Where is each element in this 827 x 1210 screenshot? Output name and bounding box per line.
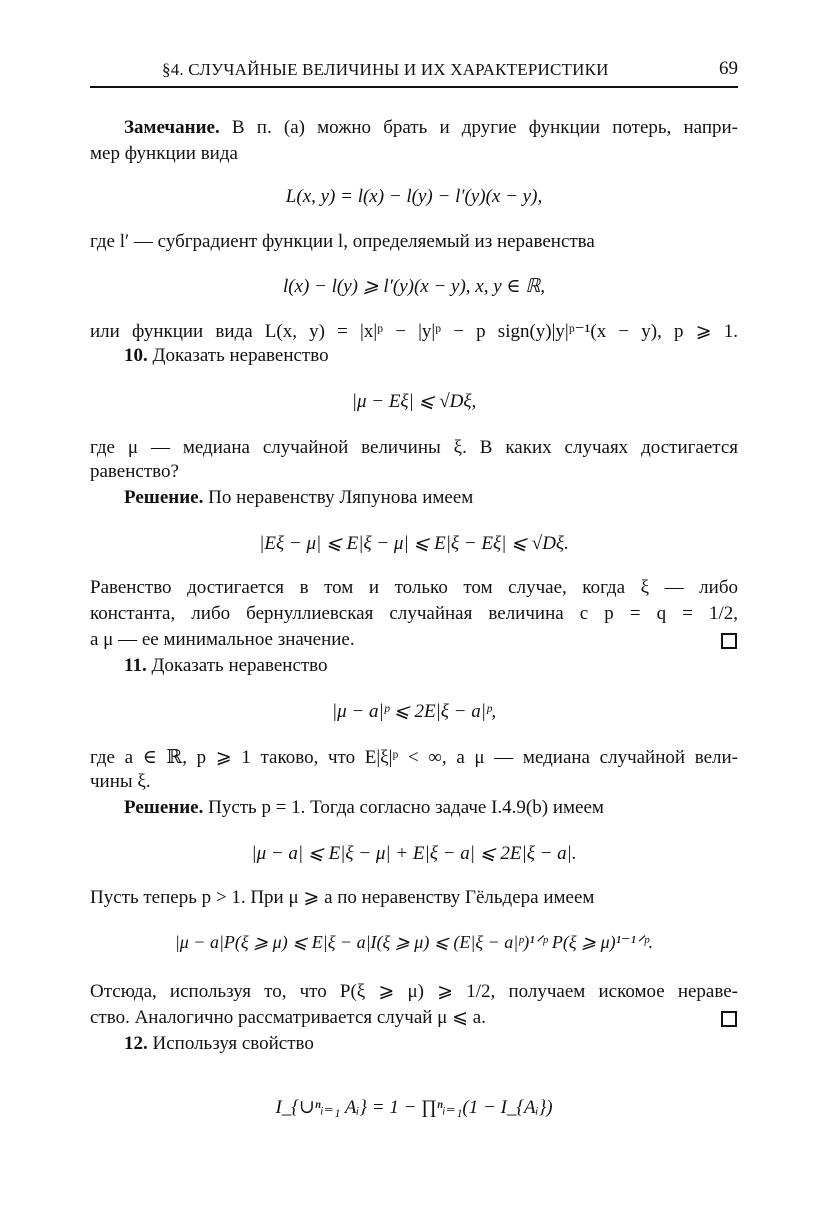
problem-11-text-2: чины ξ. xyxy=(90,771,151,792)
problem-11-statement xyxy=(124,654,738,678)
problem-10-formula-2: |Eξ − μ| ⩽ E|ξ − μ| ⩽ E|ξ − Eξ| ⩽ √Dξ. xyxy=(259,533,569,554)
problem-10-statement xyxy=(124,344,738,368)
problem-10-text: Доказать неравенство xyxy=(152,345,329,366)
remark-text-2: мер функции вида xyxy=(90,143,238,164)
problem-11-text-3: Пусть теперь p > 1. При μ ⩾ a по неравенству Гёльдера имеем xyxy=(90,887,595,908)
remark-text-3: где l′ — субградиент функции l, определяемый из неравенства xyxy=(90,231,595,252)
page-number: 69 xyxy=(719,58,738,79)
solution-text: По неравенству Ляпунова имеем xyxy=(208,487,474,508)
page-header xyxy=(90,58,738,88)
remark-formula-1: L(x, y) = l(x) − l(y) − l′(y)(x − y), xyxy=(285,186,543,207)
problem-11-number: 11. xyxy=(124,655,147,676)
problem-11-text-1: где a ∈ ℝ, p ⩾ 1 таково, что E|ξ|ᵖ < ∞, а μ — медиана случайной вели- xyxy=(90,747,738,768)
qed-box-icon xyxy=(721,1011,737,1027)
running-head: §4. СЛУЧАЙНЫЕ ВЕЛИЧИНЫ И ИХ ХАРАКТЕРИСТИКИ xyxy=(162,60,609,79)
solution-label-2: Решение. xyxy=(124,797,204,818)
problem-12-text: Используя свойство xyxy=(152,1033,314,1054)
problem-10-solution xyxy=(124,486,738,510)
problem-10-text-3: Равенство достигается в том и только том случае, когда ξ — либо xyxy=(90,577,738,598)
problem-12-statement xyxy=(124,1032,738,1056)
remark-formula-2: l(x) − l(y) ⩾ l′(y)(x − y), x, y ∈ ℝ, xyxy=(282,276,546,297)
problem-10-text-4: константа, либо бернуллиевская случайная величина с p = q = 1/2, xyxy=(90,603,738,624)
problem-12-formula: I_{∪ⁿᵢ₌₁ Aᵢ} = 1 − ∏ⁿᵢ₌₁(1 − I_{Aᵢ}) xyxy=(275,1097,553,1118)
problem-11-formula-3: |μ − a|P(ξ ⩾ μ) ⩽ E|ξ − a|I(ξ ⩾ μ) ⩽ (E|ξ − a|ᵖ)¹ᐟᵖ P(ξ ⩾ μ)¹⁻¹ᐟᵖ. xyxy=(174,932,654,952)
problem-11-solution xyxy=(124,796,738,820)
problem-12-number: 12. xyxy=(124,1033,148,1054)
solution-label: Решение. xyxy=(124,487,204,508)
problem-11-formula: |μ − a|ᵖ ⩽ 2E|ξ − a|ᵖ, xyxy=(331,701,497,722)
problem-10-formula: |μ − Eξ| ⩽ √Dξ, xyxy=(351,391,477,412)
problem-11-text-4: Отсюда, используя то, что P(ξ ⩾ μ) ⩾ 1/2, получаем искомое нераве- xyxy=(90,981,738,1002)
problem-11-text: Доказать неравенство xyxy=(151,655,328,676)
remark-line-1 xyxy=(124,116,738,140)
qed-box-icon xyxy=(721,633,737,649)
remark-text-4: или функции вида L(x, y) = |x|ᵖ − |y|ᵖ − p sign(y)|y|ᵖ⁻¹(x − y), p ⩾ 1. xyxy=(90,321,738,342)
problem-10-number: 10. xyxy=(124,345,148,366)
remark-text-1: В п. (a) можно брать и другие функции потерь, напри- xyxy=(231,117,738,138)
problem-11-text-5: ство. Аналогично рассматривается случай μ ⩽ a. xyxy=(90,1007,486,1028)
problem-10-text-5: а μ — ее минимальное значение. xyxy=(90,629,355,650)
problem-10-text-2: равенство? xyxy=(90,461,179,482)
remark-label: Замечание. xyxy=(124,117,220,138)
problem-10-text-1: где μ — медиана случайной величины ξ. В каких случаях достигается xyxy=(90,437,738,458)
problem-11-formula-2: |μ − a| ⩽ E|ξ − μ| + E|ξ − a| ⩽ 2E|ξ − a|. xyxy=(251,843,577,864)
solution-text-2: Пусть p = 1. Тогда согласно задаче I.4.9(b) имеем xyxy=(208,797,604,818)
